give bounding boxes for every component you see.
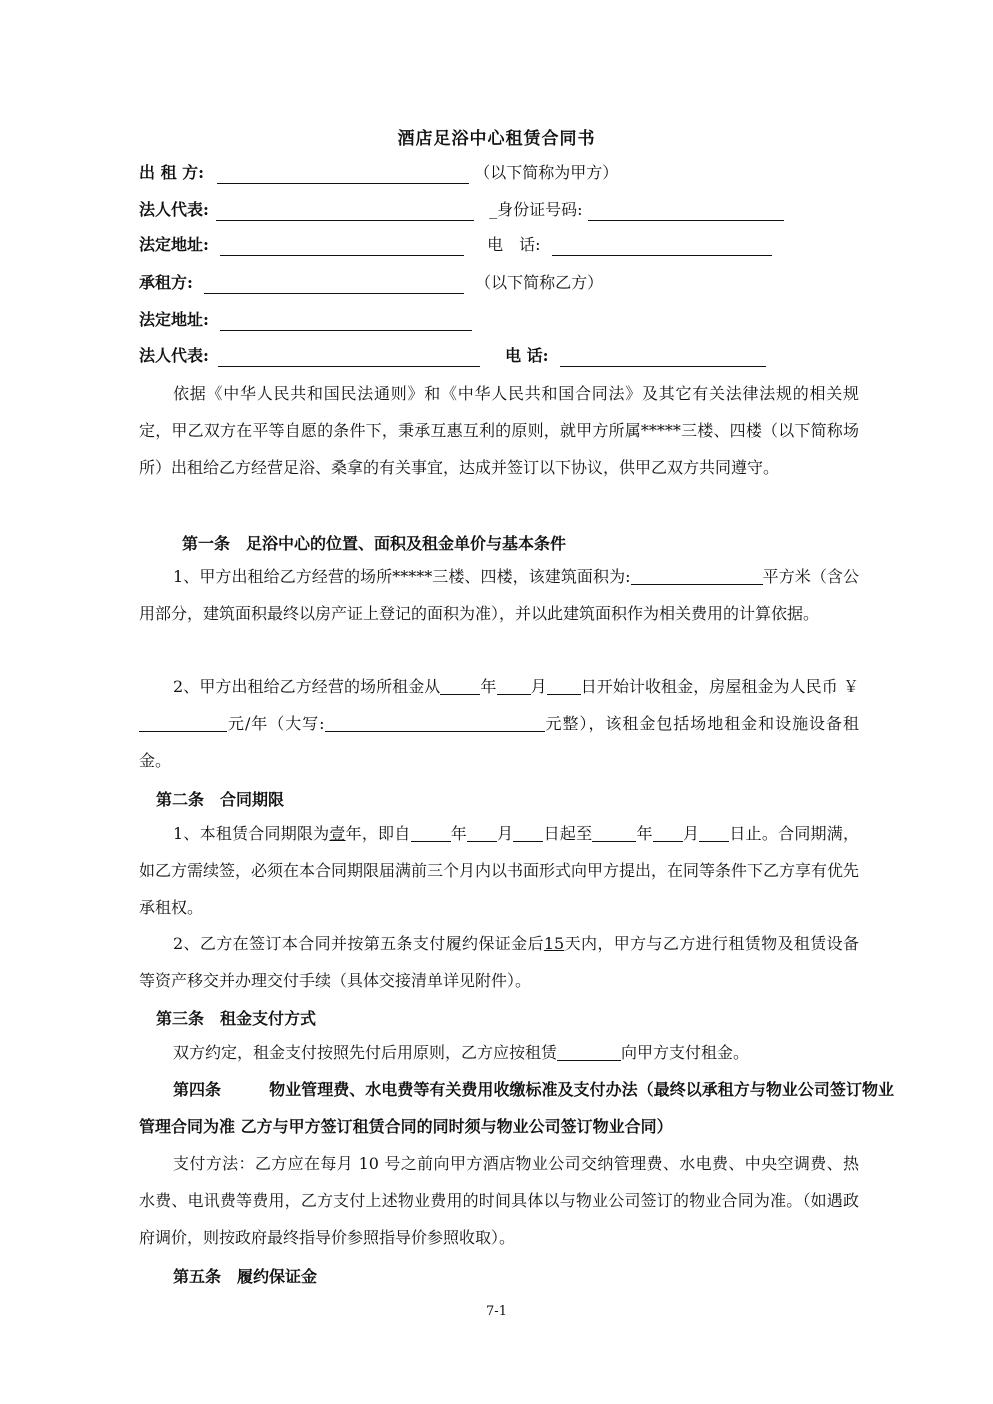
- handover-days: 15: [543, 934, 565, 953]
- to-month-blank[interactable]: [653, 825, 683, 842]
- lessor-label: 出 租 方:: [139, 163, 205, 182]
- address1-row: [139, 234, 772, 256]
- address2-row: [139, 309, 472, 331]
- lessee-blank[interactable]: [204, 277, 464, 294]
- start-year-blank[interactable]: [440, 678, 480, 695]
- article4-heading: 第四条 物业管理费、水电费等有关费用收缴标准及支付办法（最终以承租方与物业公司签订物业管理合同为准 乙方与甲方签订租赁合同的同时须与物业公司签订物业合同）: [139, 1080, 894, 1136]
- address1-label: 法定地址:: [139, 235, 209, 254]
- legal-rep2-row: [139, 345, 766, 367]
- article1-p2-text-c: 元/年（大写:: [227, 714, 325, 733]
- article2-p1-text-a: 1、本租赁合同期限为: [173, 824, 330, 843]
- article3-p1-text-b: 向甲方支付租金。: [621, 1043, 750, 1062]
- lessor-note: （以下简称为甲方）: [474, 163, 619, 182]
- month-unit: 月: [530, 677, 547, 696]
- rent-amount-blank[interactable]: [139, 715, 227, 732]
- to-year-blank[interactable]: [592, 825, 636, 842]
- article2-heading: 第二条 合同期限: [156, 790, 285, 809]
- start-day-blank[interactable]: [547, 678, 581, 695]
- to-day-blank[interactable]: [699, 825, 729, 842]
- article3-heading: 第三条 租金支付方式: [156, 1009, 317, 1028]
- intro-paragraph: 依据《中华人民共和国民法通则》和《中华人民共和国合同法》及其它有关法律法规的相关规定，甲乙双方在平等自愿的条件下，秉承互惠互利的原则，就甲方所属*****三楼、四楼（以下简称场所）出租给乙方经营足浴、桑拿的有关事宜，达成并签订以下协议，供甲乙双方共同遵守。: [139, 384, 859, 477]
- to-month-unit: 月: [682, 824, 700, 843]
- id-blank[interactable]: [588, 204, 784, 221]
- article1-p1: [139, 558, 859, 632]
- payment-period-blank[interactable]: [557, 1044, 621, 1061]
- lessor-row: [139, 162, 618, 184]
- article2-p1-text-c: 合同期满，如乙方需续签，必须在本合同期限届满前三个月内以书面形式向甲方提出，在同等条件下乙方享有优先承租权。: [139, 824, 860, 917]
- day-from-text: 日起至: [543, 824, 593, 843]
- article1-p2: [139, 668, 859, 779]
- from-year-blank[interactable]: [411, 825, 451, 842]
- legal-rep1-row: [139, 199, 784, 221]
- from-month-unit: 月: [496, 824, 514, 843]
- article2-p2-text-a: 2、乙方在签订本合同并按第五条支付履约保证金后: [173, 934, 544, 953]
- article3-p1-text-a: 双方约定，租金支付按照先付后用原则，乙方应按租赁: [173, 1043, 558, 1062]
- article3-p1: [173, 1034, 863, 1071]
- to-year-unit: 年: [636, 824, 653, 843]
- article1-p2-text-a: 2、甲方出租给乙方经营的场所租金从: [173, 677, 441, 696]
- article1-p1-text-b: 平方米（含公用部分，建筑面积最终以房产证上登记的面积为准），并以此建筑面积作为相关费用的计算依据。: [139, 567, 859, 623]
- legal-rep2-label: 法人代表:: [139, 346, 209, 365]
- year-unit: 年: [480, 677, 497, 696]
- article4-p1: 支付方法：乙方应在每月 10 号之前向甲方酒店物业公司交纳管理费、水电费、中央空调费、热水费、电讯费等费用，乙方支付上述物业费用的时间具体以与物业公司签订的物业合同为准。（如遇政府调价，则按政府最终指导价参照指导价参照收取）。: [139, 1154, 859, 1247]
- lessee-row: [139, 272, 603, 294]
- article1-p2-text-b: 日开始计收租金，房屋租金为人民币 ￥: [580, 677, 859, 696]
- article2-p1: [139, 815, 859, 926]
- page-number: 7-1: [486, 1304, 507, 1319]
- term-value: 壹: [329, 824, 346, 843]
- area-blank[interactable]: [631, 568, 763, 585]
- day-end-text: 日止。: [729, 824, 779, 843]
- from-year-unit: 年: [450, 824, 467, 843]
- address2-blank[interactable]: [220, 314, 472, 331]
- legal-rep1-label: 法人代表:: [139, 200, 209, 219]
- id-label: _身份证号码:: [489, 200, 583, 219]
- start-month-blank[interactable]: [497, 678, 531, 695]
- phone1-label: 电 话:: [487, 235, 541, 254]
- document-title: 酒店足浴中心租赁合同书: [397, 129, 596, 149]
- address1-blank[interactable]: [220, 239, 464, 256]
- article2-p2-text-b: 天内，甲方与乙方进行租赁物及租赁设备等资产移交并办理交付手续（具体交接清单详见附件）。: [139, 934, 859, 990]
- lessee-note: （以下简称乙方）: [475, 273, 604, 292]
- article2-p2: [139, 925, 859, 999]
- from-day-blank[interactable]: [513, 825, 543, 842]
- phone1-blank[interactable]: [552, 239, 772, 256]
- article1-heading: 第一条 足浴中心的位置、面积及租金单价与基本条件: [182, 534, 567, 553]
- lessee-label: 承租方:: [139, 273, 193, 292]
- address2-label: 法定地址:: [139, 310, 209, 329]
- phone2-label: 电 话:: [505, 346, 549, 365]
- from-month-blank[interactable]: [467, 825, 497, 842]
- legal-rep1-blank[interactable]: [216, 204, 474, 221]
- phone2-blank[interactable]: [560, 350, 766, 367]
- legal-rep2-blank[interactable]: [218, 350, 480, 367]
- rent-words-blank[interactable]: [325, 715, 545, 732]
- lessor-blank[interactable]: [217, 167, 469, 184]
- article1-p1-text-a: 1、甲方出租给乙方经营的场所*****三楼、四楼，该建筑面积为:: [173, 567, 631, 586]
- article1-p2-text-d: 元整），该租金包括场地租金和设施设备租金。: [139, 714, 859, 770]
- article5-heading: 第五条 履约保证金: [173, 1267, 318, 1286]
- article2-p1-text-b: 年，即自: [345, 824, 411, 843]
